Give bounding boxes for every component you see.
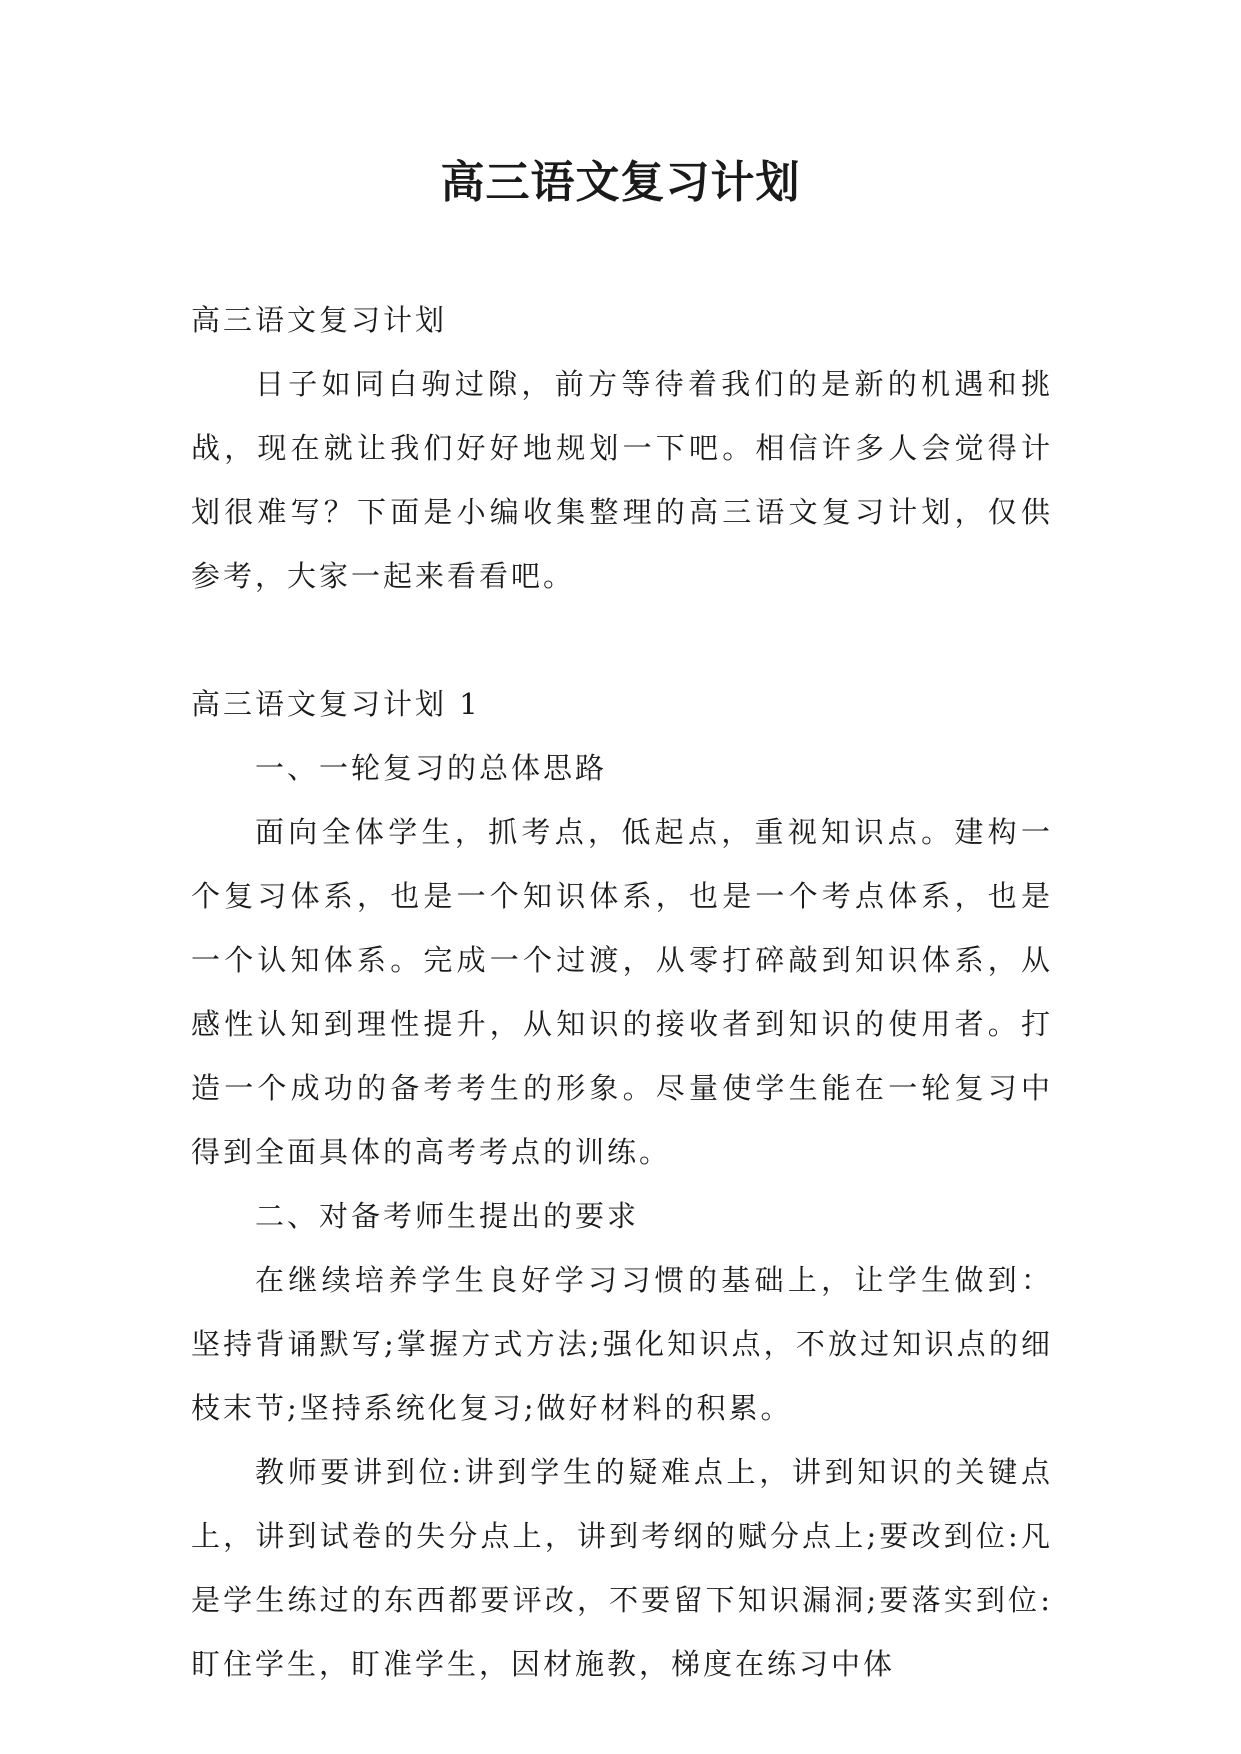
paragraph-student-requirements: 在继续培养学生良好学习习惯的基础上，让学生做到：坚持背诵默写;掌握方式方法;强化知识点，不放过知识点的细枝末节;坚持系统化复习;做好材料的积累。 [191, 1263, 1053, 1425]
intro-paragraph: 日子如同白驹过隙，前方等待着我们的是新的机遇和挑战，现在就让我们好好地规划一下吧。相信许多人会觉得计划很难写？下面是小编收集整理的高三语文复习计划，仅供参考，大家一起来看看吧。 [191, 367, 1053, 593]
section-heading: 高三语文复习计划 1 [191, 687, 481, 721]
intro-heading: 高三语文复习计划 [191, 303, 448, 337]
paragraph-overall-approach: 面向全体学生，抓考点，低起点，重视知识点。建构一个复习体系，也是一个知识体系，也是一个考点体系，也是一个认知体系。完成一个过渡，从零打碎敲到知识体系，从感性认知到理性提升，从知识的接收者到知识的使用者。打造一个成功的备考考生的形象。尽量使学生能在一轮复习中得到全面具体的高考考点的训练。 [191, 815, 1053, 1169]
paragraph-teacher-requirements: 教师要讲到位:讲到学生的疑难点上，讲到知识的关键点上，讲到试卷的失分点上，讲到考纲的赋分点上;要改到位:凡是学生练过的东西都要评改，不要留下知识漏洞;要落实到位:盯住学生，盯准学生，因材施教，梯度在练习中体 [191, 1455, 1053, 1681]
subheading-requirements: 二、对备考师生提出的要求 [255, 1199, 640, 1233]
document-body [191, 288, 1053, 1696]
subheading-overall-approach: 一、一轮复习的总体思路 [255, 751, 608, 785]
section-spacer [191, 608, 1053, 672]
document-title: 高三语文复习计划 [440, 157, 801, 208]
